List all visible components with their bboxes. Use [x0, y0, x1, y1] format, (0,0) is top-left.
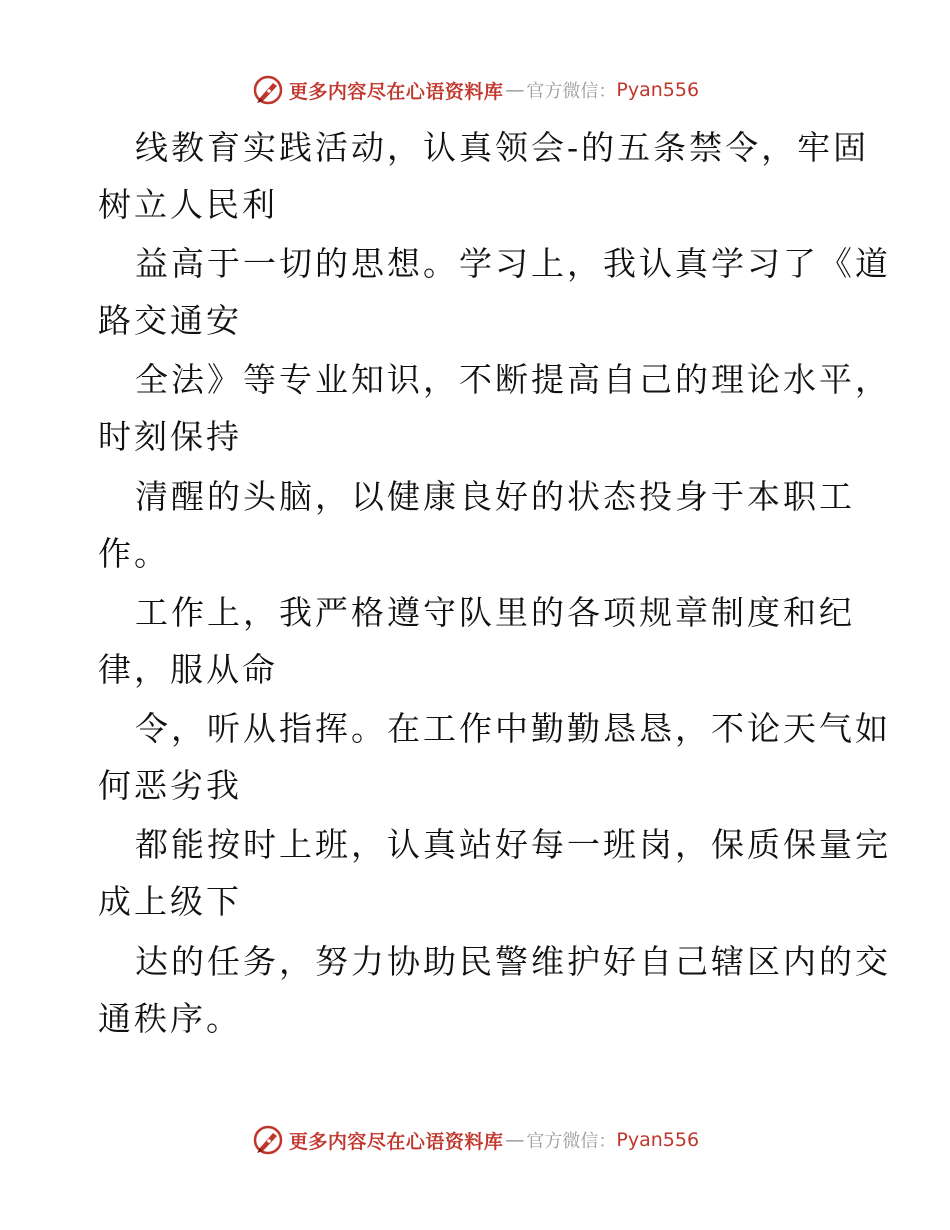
banner-brand-text: 更多内容尽在心语资料库 [288, 80, 504, 103]
text-line: 令，听从指挥。在工作中勤勤恳恳，不论天气如 [135, 709, 891, 748]
footer-banner [0, 1120, 950, 1160]
text-line: 都能按时上班，认真站好每一班岗，保质保量完 [135, 825, 891, 864]
banner-brand-text: 更多内容尽在心语资料库 [288, 1130, 504, 1153]
text-line: 路交通安 [98, 301, 242, 340]
banner-separator: — [505, 79, 525, 101]
text-line: 时刻保持 [98, 417, 242, 456]
banner-wechat-label: 官方微信： [526, 1131, 617, 1152]
text-line: 全法》等专业知识，不断提高自己的理论水平， [135, 360, 891, 399]
text-line: 通秩序。 [98, 999, 242, 1038]
text-line: 清醒的头脑，以健康良好的状态投身于本职工 [135, 477, 855, 516]
text-line: 律，服从命 [98, 650, 278, 689]
text-line: 作。 [98, 534, 170, 573]
banner-wechat-label: 官方微信： [526, 81, 617, 102]
banner-wechat-id: Pyan556 [616, 79, 700, 101]
text-line: 何恶劣我 [98, 766, 242, 805]
text-line: 达的任务，努力协助民警维护好自己辖区内的交 [135, 942, 891, 981]
banner-wechat-id: Pyan556 [616, 1129, 700, 1151]
pen-logo-icon [251, 1123, 285, 1157]
text-line: 树立人民利 [98, 185, 278, 224]
text-line: 益高于一切的思想。学习上，我认真学习了《道 [135, 244, 891, 283]
banner-separator: — [505, 1129, 525, 1151]
text-line: 工作上，我严格遵守队里的各项规章制度和纪 [135, 593, 855, 632]
text-line: 成上级下 [98, 882, 242, 921]
text-line: 线教育实践活动，认真领会-的五条禁令，牢固 [135, 128, 870, 167]
